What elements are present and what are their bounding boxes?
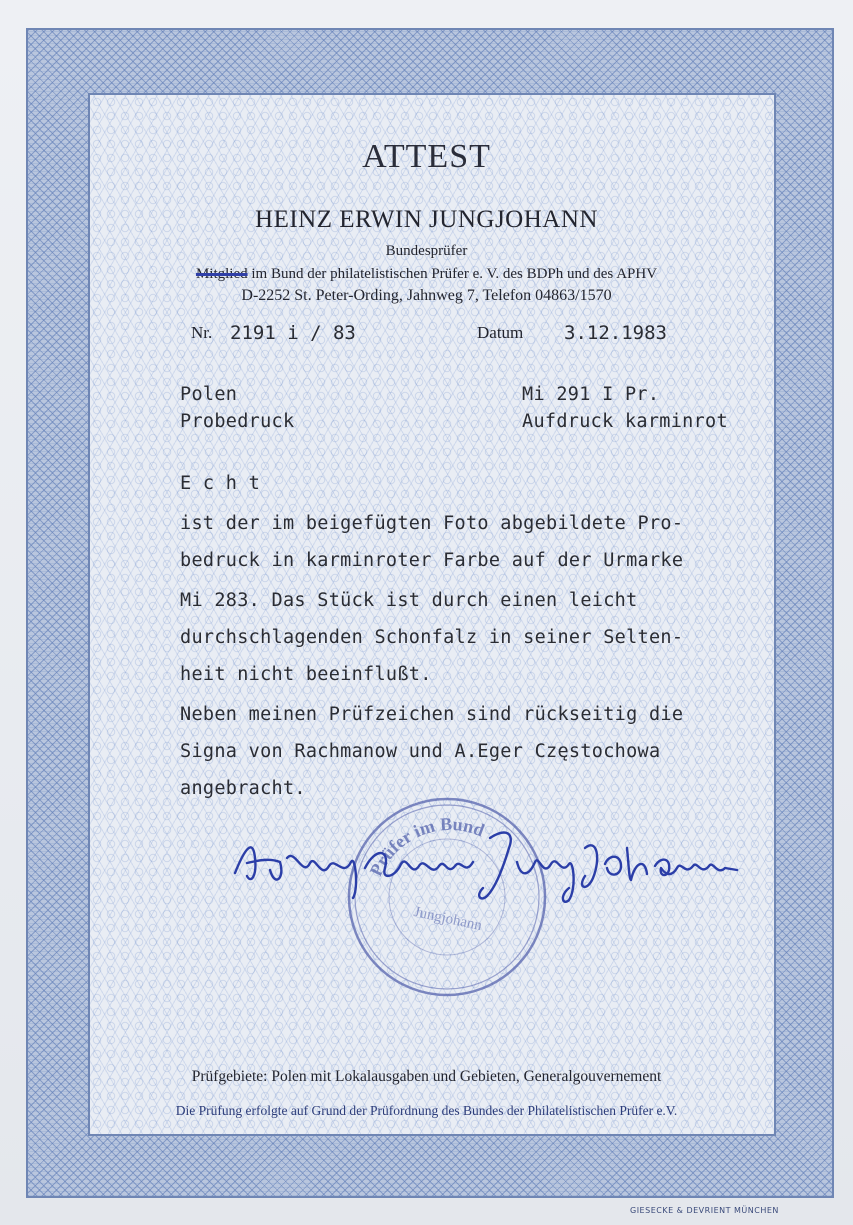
- body-line: Neben meinen Prüfzeichen sind rückseitig die: [180, 704, 684, 725]
- body-line: bedruck in karminroter Farbe auf der Urmarke: [180, 550, 684, 571]
- item-country: Polen: [180, 384, 238, 405]
- certificate-title: ATTEST: [362, 138, 491, 175]
- certificate-date: 3.12.1983: [564, 322, 667, 344]
- body-line: heit nicht beeinflußt.: [180, 664, 432, 685]
- seal-center-text: Jungjohann: [412, 904, 484, 935]
- struck-word: Mitglied: [195, 266, 248, 282]
- printer-imprint: GIESECKE & DEVRIENT MÜNCHEN: [630, 1206, 779, 1215]
- item-kind: Probedruck: [180, 411, 295, 432]
- examination-areas: Prüfgebiete: Polen mit Lokalausgaben und Gebieten, Generalgouvernement: [191, 1068, 662, 1085]
- membership-text: im Bund der philatelistischen Prüfer e. V. des BDPh und des APHV: [247, 266, 658, 282]
- seal-ring-text: Prüfer im Bund: [365, 813, 488, 880]
- membership-line: [0, 266, 853, 283]
- address-line: D-2252 St. Peter-Ording, Jahnweg 7, Telefon 04863/1570: [241, 287, 612, 304]
- examiner-name: HEINZ ERWIN JUNGJOHANN: [255, 206, 598, 233]
- examiner-role: Bundesprüfer: [385, 243, 468, 259]
- certificate-number: 2191 i / 83: [230, 322, 356, 344]
- body-line: Signa von Rachmanow und A.Eger Częstochowa: [180, 741, 661, 762]
- item-catalog: Mi 291 I Pr.: [522, 384, 660, 405]
- verdict: E c h t: [180, 473, 261, 494]
- body-line: Mi 283. Das Stück ist durch einen leicht: [180, 590, 638, 611]
- body-line: durchschlagenden Schonfalz in seiner Selten-: [180, 627, 684, 648]
- examiner-signature: [225, 818, 745, 908]
- item-overprint: Aufdruck karminrot: [522, 411, 728, 432]
- body-line: angebracht.: [180, 778, 306, 799]
- number-label: Nr.: [191, 323, 213, 342]
- date-label: Datum: [477, 323, 524, 342]
- body-line: ist der im beigefügten Foto abgebildete Pro-: [180, 513, 684, 534]
- examination-rules: Die Prüfung erfolgte auf Grund der Prüfordnung des Bundes der Philatelistischen Prüfer e.V.: [175, 1103, 678, 1118]
